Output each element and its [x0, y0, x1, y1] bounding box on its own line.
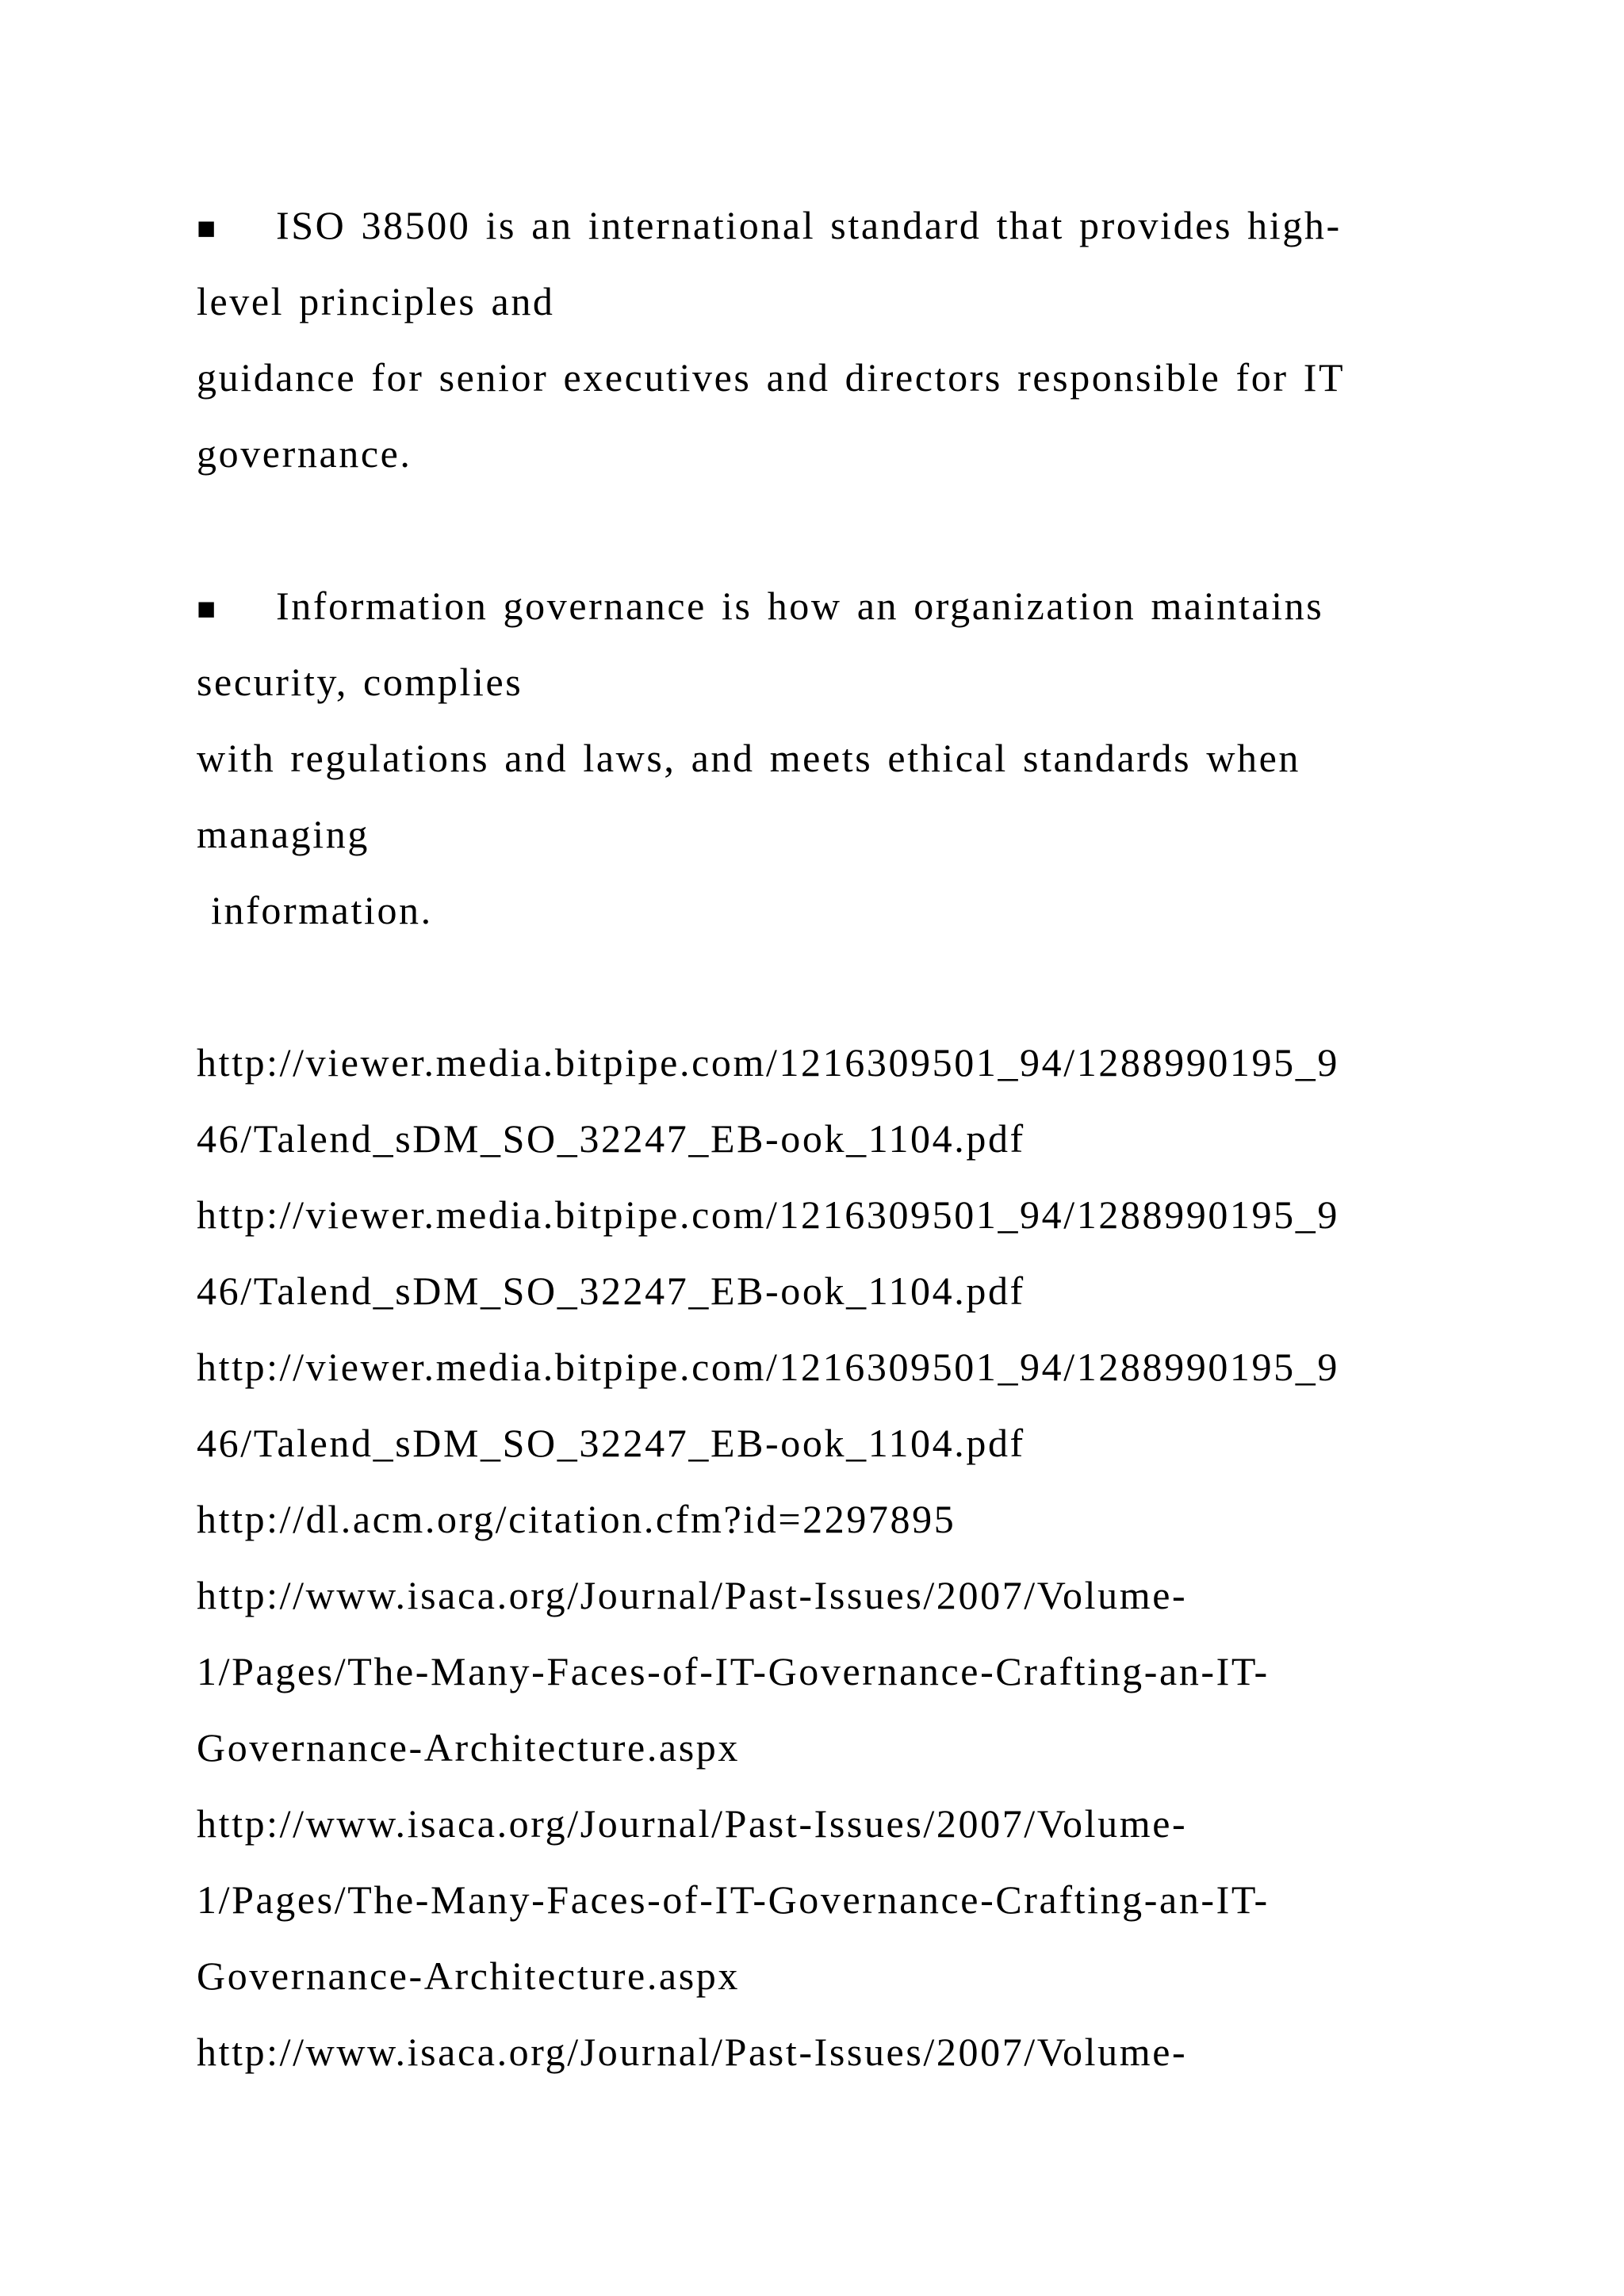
reference-url: http://www.isaca.org/Journal/Past-Issues/2007/Volume-	[197, 1801, 1188, 1846]
bullet-line: security, complies	[197, 660, 523, 704]
bullet-text: Information governance is how an organization maintains	[276, 584, 1324, 628]
bullet-marker: ■	[197, 210, 216, 246]
reference-url: Governance-Architecture.aspx	[197, 1954, 740, 1998]
reference-url: http://www.isaca.org/Journal/Past-Issues/2007/Volume-	[197, 2030, 1188, 2074]
paragraph-spacer	[197, 492, 1434, 568]
reference-url: 46/Talend_sDM_SO_32247_EB-ook_1104.pdf	[197, 1421, 1025, 1465]
bullet-marker: ■	[197, 591, 216, 626]
bullet-line	[197, 187, 1434, 263]
reference-url: 46/Talend_sDM_SO_32247_EB-ook_1104.pdf	[197, 1116, 1025, 1161]
reference-url: Governance-Architecture.aspx	[197, 1725, 740, 1770]
reference-url: http://viewer.media.bitpipe.com/1216309501_94/1288990195_9	[197, 1040, 1339, 1085]
bullet-line: with regulations and laws, and meets ethical standards when	[197, 736, 1301, 780]
reference-url: 1/Pages/The-Many-Faces-of-IT-Governance-Crafting-an-IT-	[197, 1649, 1270, 1693]
paragraph-spacer	[197, 948, 1434, 1024]
bullet-line: managing	[197, 812, 370, 856]
document-body	[197, 187, 1434, 2090]
bullet-line: information.	[211, 888, 433, 932]
bullet-line: governance.	[197, 431, 412, 476]
bullet-text: ISO 38500 is an international standard that provides high-	[276, 203, 1342, 247]
bullet-line: level principles and	[197, 279, 555, 323]
bullet-item-information-governance	[197, 568, 1434, 948]
reference-url: 1/Pages/The-Many-Faces-of-IT-Governance-Crafting-an-IT-	[197, 1877, 1270, 1922]
reference-url: 46/Talend_sDM_SO_32247_EB-ook_1104.pdf	[197, 1269, 1025, 1313]
reference-url: http://viewer.media.bitpipe.com/1216309501_94/1288990195_9	[197, 1192, 1339, 1237]
reference-url: http://viewer.media.bitpipe.com/1216309501_94/1288990195_9	[197, 1345, 1339, 1389]
reference-url: http://dl.acm.org/citation.cfm?id=2297895	[197, 1497, 956, 1541]
reference-list	[197, 1024, 1434, 2090]
bullet-line	[197, 568, 1434, 644]
bullet-item-iso-38500	[197, 187, 1434, 492]
reference-url: http://www.isaca.org/Journal/Past-Issues/2007/Volume-	[197, 1573, 1188, 1617]
bullet-line: guidance for senior executives and directors responsible for IT	[197, 355, 1346, 400]
